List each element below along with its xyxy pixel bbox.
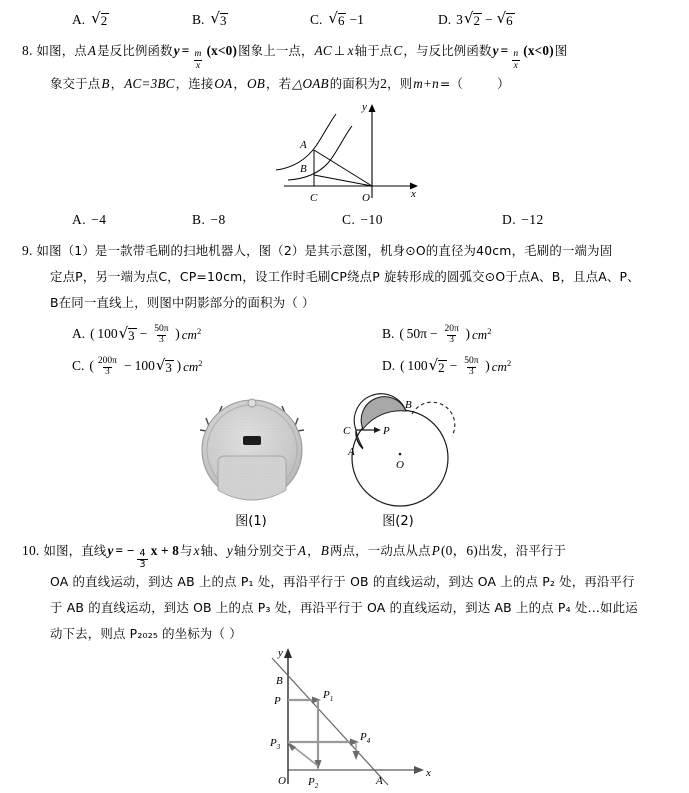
radical-icon: √ [210,9,220,28]
q10-l1-text-a: 如图，直线 [43,543,107,558]
fig3-label-P2: $P_2$ [308,776,319,790]
q10-frac-denominator: 3 [139,558,146,570]
fig3-label-O: O [278,775,286,787]
q9-option-b-close: ) [462,326,471,342]
q8-l1-var-A: A [87,43,97,58]
y-axis-arrow-icon [369,104,376,112]
q8-fraction-n-over-x [509,49,522,72]
q8-l2-OA: OA [214,75,233,91]
q8-l1-text-c: 图象上一点， [238,43,314,58]
q9-option-c-sqrt3: √ 3 [155,355,172,375]
q9-options-row-2 [0,356,689,378]
q9-option-d-open: ( 100 [400,358,428,374]
question-9-line-3 [22,290,640,316]
q10-l1-x-axis: x [193,543,200,558]
q10-l1-B: B [320,543,329,558]
center-point-O [399,453,402,456]
fig3-label-B: B [276,675,283,687]
q9-option-d-cm2: $cm^2$ [491,357,512,374]
fig3-label-A: A [376,775,383,787]
q8-l1-condition2: (x<0) [523,43,554,58]
q9-option-b[interactable] [382,324,491,345]
q7-option-c-expr: √ 6 [328,9,345,29]
q8-l1-AC: AC [314,43,332,58]
q9-option-c-minus: − [123,358,132,374]
radical-icon: √ [328,9,338,28]
q10-line-4-text: 动下去，则点 P₂₀₂₅ 的坐标为（ ） [50,625,242,641]
q9-option-a-fraction: $\frac{50\pi}{3}$ [154,324,169,345]
q9-option-a-cm2: $cm^2$ [181,325,202,342]
q9-option-b-cm2: $cm^2$ [472,325,492,342]
circle-geometry-diagram [332,392,464,512]
q9-option-b-label: B. [382,326,395,342]
q8-l2-text-f: ，则 [387,75,413,91]
q10-line-2-text: OA 的直线运动，到达 AB 上的点 P₁ 处，再沿平行于 OB 的直线运动，到达 OA 上的点 P₂ 处，再沿平行 [50,573,635,589]
figure-2-caption: 图(2) [382,514,414,529]
radical-icon: √ [91,9,101,28]
q8-l2-comma-2: ， [233,75,246,91]
line-AB [272,658,388,785]
q8-l2-text-d: ，若 [265,75,292,91]
radical-icon: √ [118,323,129,342]
q9-option-d-sqrt2: √ 2 [428,355,445,375]
q9-line-3-text: B在同一直线上，则图中阴影部分的面积为（ ） [50,295,315,310]
q8-fraction-m-over-x [191,49,206,72]
q10-l1-text-e: 轴分别交于 [233,543,297,558]
q8-l2-OB: OB [247,75,265,91]
radical-icon: √ [155,355,166,374]
q9-option-a-unit: ) [172,326,180,342]
arrow-P-to-P1-icon [312,697,321,704]
figure-label-A: A [300,139,307,151]
figure-label-y: y [362,101,367,113]
question-10-line-1 [22,538,638,569]
q9-option-c-close: ) [173,358,182,374]
q8-option-a-value: −4 [91,212,107,227]
question-10-line-2 [22,569,638,595]
radical-icon: √ [496,9,507,28]
question-9-body [22,238,640,316]
q10-l1-comma: ， [307,543,320,558]
hyperbola-diagram-svg [262,98,424,210]
fig3-label-P4: $P_4$ [360,731,371,745]
question-8-body [22,38,567,97]
q8-l2-m-plus-n: m+n [413,75,439,91]
q8-l1-perp-icon: ⊥ [333,43,346,58]
q9-option-b-expr: ( 50π [399,326,427,342]
q7-option-c[interactable] [310,9,364,29]
q8-frac-numerator-m: m [194,49,202,59]
q9-option-a-sqrt3: √ 3 [118,323,135,343]
q9-option-c[interactable] [72,356,203,377]
fig3-label-P: P [274,695,281,707]
q8-option-d-value: −12 [521,212,544,227]
question-10-body [22,538,638,647]
question-9-line-1 [22,238,640,264]
q7-option-d[interactable] [438,9,515,29]
fig2-label-B: B [405,399,412,411]
q8-l2-text-c: ，连接 [175,75,214,91]
q9-line-2-text: 定点P，另一端为点C，CP=10cm，设工作时毛刷CP绕点P 旋转形成的圆弧交⊙O于点A、B，且点A、P、 [50,269,640,284]
q9-option-b-fraction: $\frac{20\pi}{3}$ [444,324,459,345]
q10-l1-text-g: 两点，一动点从点 [329,543,431,558]
question-8-line-1 [22,38,567,71]
q9-option-a-minus: − [139,326,148,342]
question-9-figure-1 [192,392,312,510]
figure-label-C: C [310,192,318,204]
q10-l1-x-plus-8: x + 8 [150,543,179,558]
fig2-label-P: P [383,425,390,437]
q7-option-d-minus: − [484,12,493,27]
robot-sensor-bump [248,399,256,407]
question-9-number: 9. [22,243,33,258]
q9-option-b-minus: − [429,326,438,342]
q8-l2-ac-3bc: AC=3BC [124,75,175,91]
q10-l1-P: P [431,543,440,558]
q9-option-c-open: ( [89,358,94,374]
q7-option-b-label: B. [192,12,205,27]
q9-option-a-expr: ( 100 [90,326,118,342]
q7-option-d-label: D. [438,12,452,27]
q9-option-c-cm2: $cm^2$ [183,357,203,374]
fig2-label-O: O [396,459,404,471]
q8-option-d[interactable] [502,212,544,228]
q8-l2-text-g: =（ [439,75,464,91]
fig2-label-A: A [348,446,355,458]
robot-vacuum-illustration [192,392,312,510]
question-8-line-2 [22,71,567,97]
question-10-figure [252,642,452,792]
q7-option-d-expr2: √ 6 [496,9,513,29]
q8-l2-text-e: 的面积为 [329,75,381,91]
question-10-line-3 [22,595,638,621]
q7-option-c-label: C. [310,12,323,27]
question-8-figure [262,98,424,210]
arrow-P4-down-icon [353,751,360,760]
fig3-label-y: y [278,647,283,659]
radical-icon: √ [428,355,439,374]
y-axis-arrow-icon [284,648,292,658]
robot-sensor-window [243,436,261,445]
q8-frac-denominator-x: x [195,60,201,71]
q9-line-1-text: 如图（1）是一款带毛刷的扫地机器人，图（2）是其示意图，机身⊙O的直径为40cm，毛刷的一端为固 [36,243,613,258]
hyperbola-curve-n [288,126,352,180]
q7-options-row [0,9,689,34]
fig3-label-P3: $P_3$ [270,737,281,751]
q8-option-c-label: C. [342,212,356,227]
q8-option-b-label: B. [192,212,206,227]
figure-label-x: x [411,188,416,200]
question-10-number: 10. [22,543,40,558]
question-8-number: 8. [22,43,33,58]
robot-dustbin-texture [218,456,286,500]
q7-option-d-coeff: 3 [456,12,463,27]
q8-l1-y2: y [492,43,499,58]
q8-option-a[interactable] [72,212,107,228]
q9-option-c-fraction: $\frac{200\pi}{3}$ [97,356,117,377]
question-9-figure-2 [332,392,464,512]
q8-frac2-numerator-n: n [513,49,519,59]
q8-l2-text-h: ） [497,75,510,91]
q7-option-b[interactable] [192,9,228,29]
q8-option-c[interactable] [342,212,383,228]
q10-l1-A: A [297,543,307,558]
question-9-line-2 [22,264,640,290]
fig3-label-P1: $P_1$ [323,689,334,703]
q9-option-c-label: C. [72,358,85,374]
figure-1-caption: 图(1) [235,514,267,529]
q10-l1-coordinate: (0，6) [440,543,478,558]
q8-option-b[interactable] [192,212,226,228]
coordinate-plane-diagram [252,642,452,792]
q7-option-b-expr: √ 3 [210,9,227,29]
q10-l1-y: y [107,543,114,558]
q10-l1-text-c: 与 [179,543,193,558]
q7-option-c-minus-one: −1 [349,12,364,27]
q7-option-a-label: A. [72,12,86,27]
q8-l1-condition: (x<0) [206,43,238,58]
q8-l2-var-B: B [101,75,110,91]
fig3-label-x: x [426,767,431,779]
q8-l1-x-axis: x [347,43,354,58]
q8-l1-text-b: 是反比例函数 [97,43,173,58]
radical-icon: √ [463,9,474,28]
q9-option-a[interactable] [72,324,201,345]
q8-frac2-denominator-x: x [513,60,519,71]
q9-option-a-label: A. [72,326,86,342]
q7-option-d-expr1: √ 2 [463,9,480,29]
q10-l1-text-h: 出发，沿平行于 [477,543,567,558]
fig2-label-C: C [343,425,351,437]
q9-option-d[interactable] [382,356,511,377]
q8-l1-y: y [173,43,180,58]
q8-l1-var-C: C [393,43,403,58]
q8-option-b-value: −8 [210,212,226,227]
q8-l1-text-f: 图 [554,43,568,58]
q10-l1-y-axis: y [226,543,233,558]
q10-l1-text-d: 轴、 [200,543,226,558]
q9-option-d-close: ) [482,358,490,374]
q10-l1-eq: = − [115,543,135,558]
q8-l2-comma-1: ， [110,75,124,91]
q10-fraction-4-over-3 [135,549,149,570]
q9-option-d-fraction: $\frac{50\pi}{3}$ [464,356,479,377]
q8-l1-text-a: 如图，点 [36,43,87,58]
q8-l2-triangle-OAB: △OAB [292,75,329,91]
figure-label-B: B [300,163,307,175]
figure-label-O: O [362,192,370,204]
q9-option-d-minus: − [449,358,458,374]
q8-l2-area-value: 2 [380,75,388,91]
q9-options-row-1 [0,324,689,346]
q9-option-d-label: D. [382,358,396,374]
q8-options-row [0,212,689,234]
arrow-P3-to-P4-icon [350,739,359,746]
q8-l2-text-a: 象交于点 [50,75,101,91]
q8-option-d-label: D. [502,212,517,227]
x-axis-arrow-icon [414,766,424,774]
q8-l1-eq2: = [500,43,509,58]
q10-line-3-text: 于 AB 的直线运动，到达 OB 上的点 P₃ 处，再沿平行于 OA 的直线运动，到达 AB 上的点 P₄ 处…如此运 [50,599,638,615]
q7-option-a-expr: √ 2 [91,9,108,29]
q9-option-c-100: 100 [134,358,155,374]
q8-l1-text-e: ，与反比例函数 [403,43,492,58]
q10-frac-numerator: 4 [139,548,146,559]
q8-option-a-label: A. [72,212,87,227]
q8-l1-eq: = [181,43,190,58]
q7-option-a[interactable] [72,9,109,29]
q8-option-c-value: −10 [360,212,384,227]
q8-l1-text-d: 轴于点 [354,43,393,58]
